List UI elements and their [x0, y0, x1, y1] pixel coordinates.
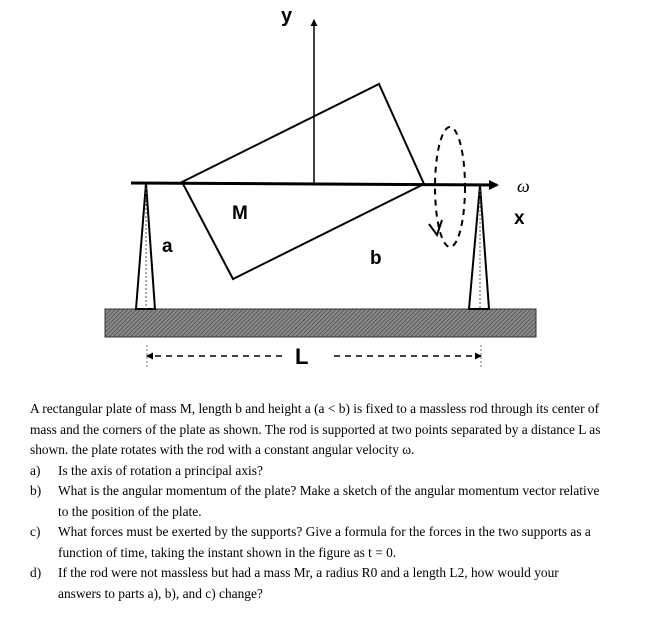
question-item — [30, 563, 605, 604]
question-marker: b) — [30, 483, 42, 498]
length-label: b — [370, 248, 382, 269]
question-marker: c) — [30, 524, 41, 539]
question-marker: d) — [30, 565, 42, 580]
question-text: Is the axis of rotation a principal axis? — [58, 462, 263, 478]
height-label: a — [162, 236, 173, 257]
question-marker: a) — [30, 462, 41, 478]
question-item — [30, 522, 605, 563]
x-axis-label: x — [514, 208, 525, 229]
distance-label: L — [295, 344, 309, 369]
problem-text — [30, 399, 605, 604]
rectangular-plate — [182, 84, 424, 279]
right-support — [469, 185, 489, 309]
question-text: What forces must be exerted by the supports? Give a formula for the forces in the two supports as a function of time, taking the instant shown in the figure as t = 0. — [58, 524, 591, 560]
y-axis-label: y — [281, 5, 293, 27]
question-text: What is the angular momentum of the plate? Make a sketch of the angular momentum vector relative to the position of the plate. — [58, 483, 600, 519]
mass-label: M — [232, 203, 248, 224]
question-item — [30, 461, 605, 482]
question-text: If the rod were not massless but had a mass Mr, a radius R0 and a length L2, how would your answers to parts a), b), and c) change? — [58, 565, 559, 601]
problem-intro: A rectangular plate of mass M, length b and height a (a < b) is fixed to a massless rod through its center of mass and the corners of the plate as shown. The rod is supported at two points separated by a distance L as shown. the plate rotates with the rod with a constant angular velocity ω. — [30, 401, 601, 457]
question-list — [30, 461, 605, 605]
ground-hatched — [105, 309, 536, 337]
omega-label: ω — [517, 176, 530, 196]
rotation-rod — [131, 183, 497, 185]
question-item — [30, 481, 605, 522]
